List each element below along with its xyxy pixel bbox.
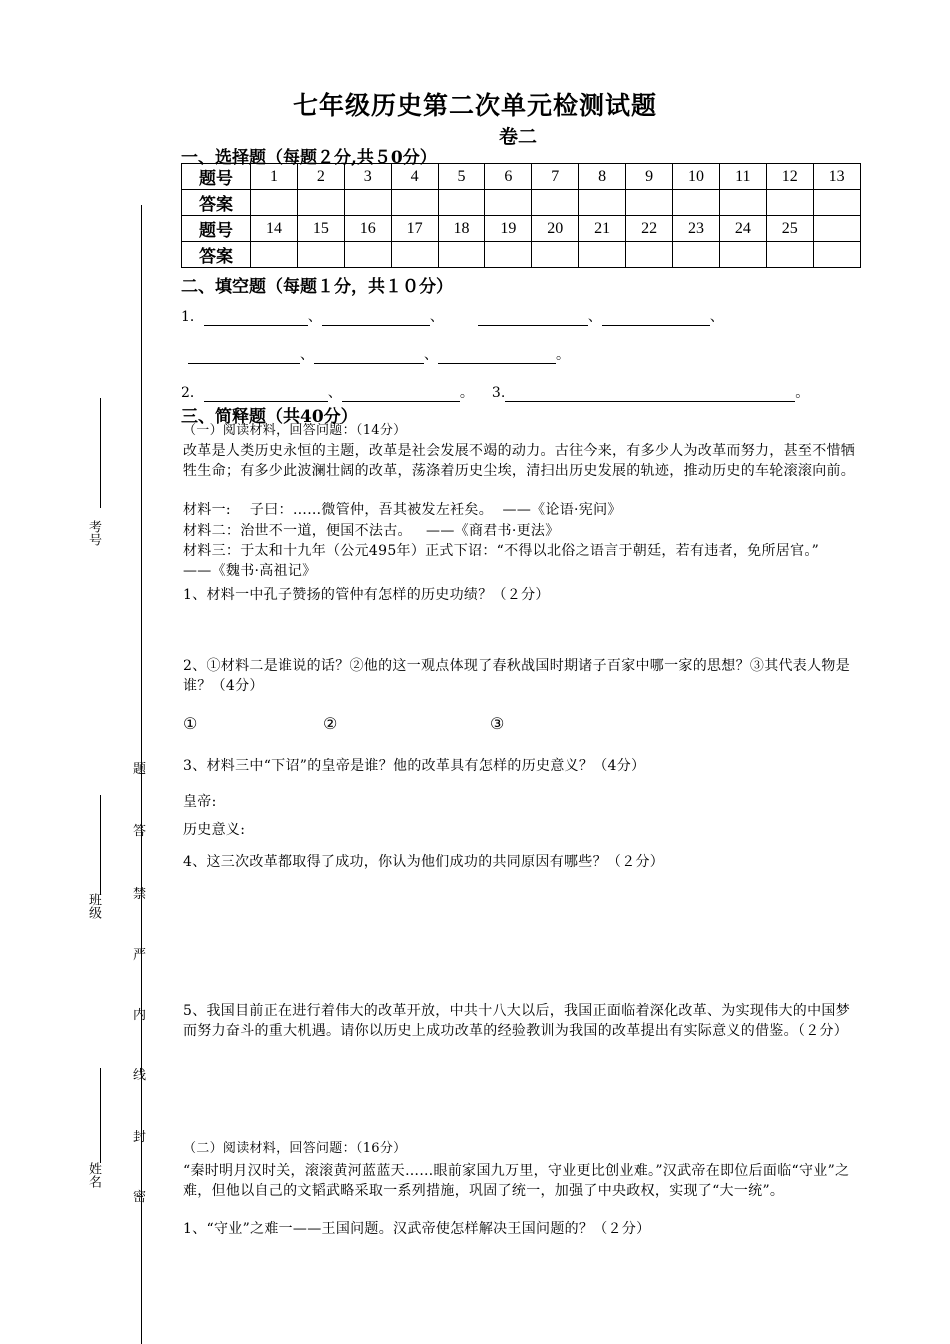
section-1-heading: 一、选择题（每题２分,共５0分） [181, 148, 437, 168]
question-number: 1 [251, 164, 298, 190]
answer-cell[interactable] [766, 190, 813, 216]
question-number: 2 [297, 164, 344, 190]
exam-number-blank [100, 398, 101, 508]
answer-cell[interactable] [251, 242, 298, 268]
answer-cell[interactable] [532, 242, 579, 268]
answer-table [181, 163, 861, 268]
answer-cell[interactable] [438, 190, 485, 216]
choice-marker-2: ② [323, 714, 338, 733]
table-row [182, 216, 861, 242]
seal-char: 内 [133, 1008, 147, 1023]
answer-cell[interactable] [626, 242, 673, 268]
question-number: 4 [391, 164, 438, 190]
seal-char: 线 [133, 1068, 147, 1083]
quote-paragraph: “秦时明月汉时关，滚滚黄河蓝蓝天……眼前家国九万里，守业更比创业难。”汉武帝在即位后面临“守业”之难，但他以自己的文韬武略采取一系列措施，巩固了统一，加强了中央政权，实现了“大一统”。 [183, 1163, 850, 1199]
seal-char: 密 [133, 1190, 147, 1205]
fill-blank[interactable] [314, 347, 424, 364]
fill-blank[interactable] [505, 385, 795, 402]
separator: 、 [709, 309, 724, 325]
name-label: 姓名 [86, 1162, 101, 1188]
answer-cell[interactable] [297, 190, 344, 216]
separator: 、 [307, 309, 322, 325]
question-number: 23 [673, 216, 720, 242]
material-2: 材料二：治世不一道，便国不法古。 ——《商君书·更法》 [183, 523, 560, 539]
question-number: 17 [391, 216, 438, 242]
answer-cell[interactable] [719, 242, 766, 268]
answer-cell[interactable] [766, 242, 813, 268]
question-5: 5、我国目前正在进行着伟大的改革开放，中共十八大以后，我国正面临着深化改革、为实现伟大的中国梦而努力奋斗的重大机遇。请你以历史上成功改革的经验教训为我国的改革提出有实际意义的借鉴。（２分） [183, 1003, 851, 1039]
question-number: 1． [181, 309, 204, 325]
question-3: 3、材料三中“下诏”的皇帝是谁？他的改革具有怎样的历史意义？（4分） [183, 758, 646, 774]
question-number: 16 [344, 216, 391, 242]
table-row [182, 242, 861, 268]
section-3-heading: 三、简释题（共40分） [181, 407, 358, 427]
question-number: 2． [181, 385, 204, 401]
question-number: 3. [491, 385, 506, 401]
fill-blank[interactable] [322, 309, 430, 326]
part-1-intro: （一）阅读材料，回答问题：（14分） [183, 423, 407, 438]
table-row [182, 164, 861, 190]
seal-char: 禁 [133, 887, 147, 902]
row-label: 题号 [182, 164, 251, 190]
answer-cell[interactable] [813, 242, 860, 268]
class-label: 班级 [86, 893, 101, 919]
answer-cell[interactable] [391, 190, 438, 216]
seal-char: 答 [133, 824, 147, 839]
part-2-intro: （二）阅读材料，回答问题：（16分） [183, 1141, 407, 1156]
separator: 、 [587, 309, 602, 325]
question-number: 6 [485, 164, 532, 190]
question-number: 11 [719, 164, 766, 190]
material-1: 材料一: 子曰：……微管仲，吾其被发左衽矣。 ——《论语·宪问》 [183, 502, 622, 518]
full-stop: 。 [556, 347, 570, 363]
question-number: 12 [766, 164, 813, 190]
answer-label: 答案 [182, 190, 251, 216]
question-number: 8 [579, 164, 626, 190]
question-1: 1、材料一中孔子赞扬的管仲有怎样的历史功绩？（２分） [183, 587, 550, 603]
answer-cell[interactable] [251, 190, 298, 216]
page-title: 七年级历史第二次单元检测试题 [292, 91, 657, 120]
full-stop: 。 [459, 385, 474, 401]
fill-blank[interactable] [342, 385, 460, 402]
question-number: 3 [344, 164, 391, 190]
exam-number-label: 考号 [86, 520, 101, 546]
seal-char: 严 [133, 948, 147, 963]
answer-cell[interactable] [297, 242, 344, 268]
answer-cell[interactable] [673, 242, 720, 268]
question-number: 10 [673, 164, 720, 190]
material-3: 材料三：于太和十九年（公元495年）正式下诏：“不得以北俗之语言于朝廷，若有违者，免所居官。” ——《魏书·高祖记》 [183, 543, 839, 579]
question-number: 18 [438, 216, 485, 242]
question-number: 24 [719, 216, 766, 242]
choice-marker-1: ① [183, 714, 198, 733]
separator: 、 [424, 347, 438, 363]
class-blank [100, 795, 101, 895]
question-number: 15 [297, 216, 344, 242]
question-number: 22 [626, 216, 673, 242]
question-number [813, 216, 860, 242]
answer-cell[interactable] [626, 190, 673, 216]
fill-line-1 [181, 306, 724, 326]
meaning-label: 历史意义: [183, 822, 246, 838]
full-stop: 。 [795, 385, 810, 401]
fill-blank[interactable] [478, 309, 588, 326]
fill-blank[interactable] [438, 347, 556, 364]
answer-cell[interactable] [344, 242, 391, 268]
question-number: 9 [626, 164, 673, 190]
answer-cell[interactable] [438, 242, 485, 268]
section-2-heading: 二、填空题（每题１分，共１０分） [181, 277, 453, 297]
separator: 、 [300, 347, 314, 363]
fill-blank[interactable] [188, 347, 300, 364]
seal-char: 题 [133, 762, 147, 777]
answer-cell[interactable] [391, 242, 438, 268]
part-2-question-1: 1、“守业”之难一——王国问题。汉武帝使怎样解决王国问题的？（２分） [183, 1221, 651, 1237]
emperor-label: 皇帝: [183, 794, 217, 810]
answer-cell[interactable] [579, 190, 626, 216]
question-number: 7 [532, 164, 579, 190]
fill-line-2 [188, 344, 570, 364]
answer-label: 答案 [182, 242, 251, 268]
table-row [182, 190, 861, 216]
answer-cell[interactable] [532, 190, 579, 216]
fill-blank[interactable] [204, 309, 308, 326]
question-number: 25 [766, 216, 813, 242]
question-number: 19 [485, 216, 532, 242]
question-number: 5 [438, 164, 485, 190]
fill-blank[interactable] [602, 309, 710, 326]
answer-cell[interactable] [719, 190, 766, 216]
answer-cell[interactable] [579, 242, 626, 268]
question-4: 4、这三次改革都取得了成功，你认为他们成功的共同原因有哪些？（２分） [183, 854, 665, 870]
answer-cell[interactable] [344, 190, 391, 216]
separator: 、 [327, 385, 342, 401]
answer-cell[interactable] [485, 242, 532, 268]
question-2: 2、①材料二是谁说的话？②他的这一观点体现了春秋战国时期诸子百家中哪一家的思想？③其代表人物是谁？（4分） [183, 658, 851, 694]
fill-line-3 [181, 382, 809, 402]
answer-cell[interactable] [485, 190, 532, 216]
answer-cell[interactable] [673, 190, 720, 216]
name-blank [100, 1068, 101, 1163]
fill-blank[interactable] [204, 385, 328, 402]
question-number: 13 [813, 164, 860, 190]
separator: 、 [429, 309, 444, 325]
question-number: 21 [579, 216, 626, 242]
intro-paragraph: 改革是人类历史永恒的主题，改革是社会发展不竭的动力。古往今来，有多少人为改革而努力，甚至不惜牺牲生命；有多少此波澜壮阔的改革，荡涤着历史尘埃，清扫出历史发展的轨迹，推动历史的车轮滚滚向前。 [183, 443, 856, 479]
question-number: 14 [251, 216, 298, 242]
seal-char: 封 [133, 1130, 147, 1145]
choice-marker-3: ③ [490, 714, 505, 733]
page-subtitle: 卷二 [498, 126, 537, 148]
answer-cell[interactable] [813, 190, 860, 216]
question-number: 20 [532, 216, 579, 242]
row-label: 题号 [182, 216, 251, 242]
